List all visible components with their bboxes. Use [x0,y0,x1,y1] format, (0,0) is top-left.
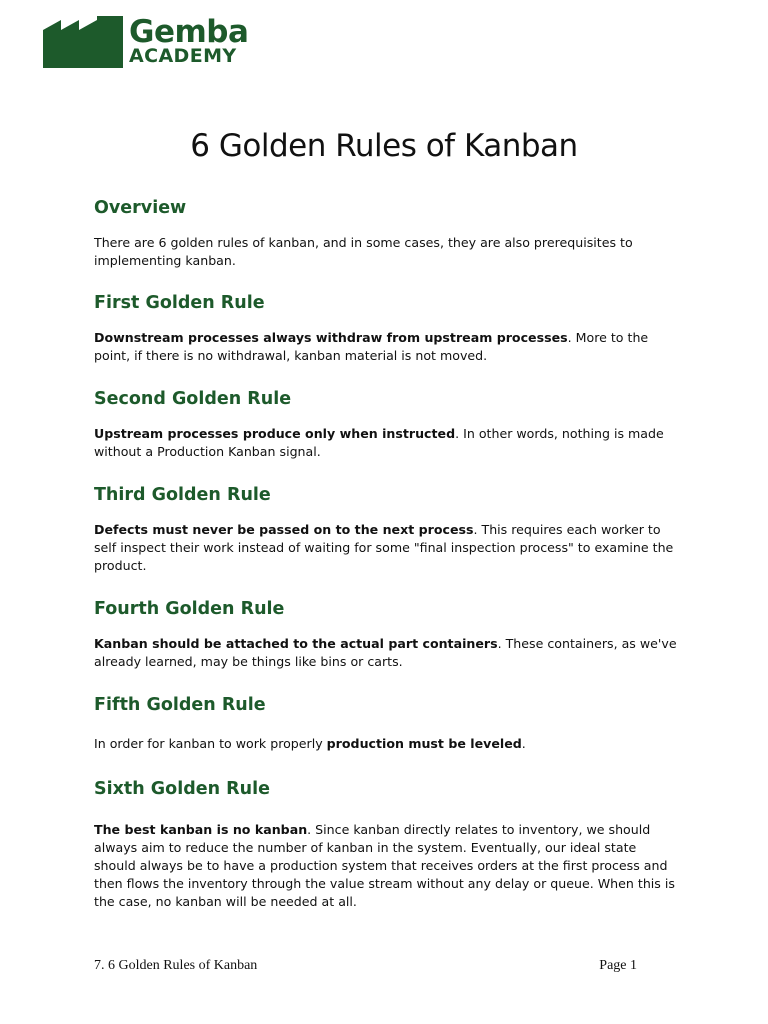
section-heading: Fifth Golden Rule [94,695,266,715]
rule-statement: Defects must never be passed on to the next process [94,522,474,537]
section-text: . More to the point, if there is no withdrawal, kanban material is not moved. [94,330,649,363]
section-heading: Third Golden Rule [94,485,271,505]
section-text: . In other words, nothing is made without a Production Kanban signal. [94,426,664,459]
page-title: 6 Golden Rules of Kanban [190,128,578,164]
footer-doc-title: 7. 6 Golden Rules of Kanban [94,958,258,973]
page-footer [94,958,637,974]
section-text-pre: In order for kanban to work properly [94,736,327,751]
gemba-academy-logo [43,16,255,70]
rule-statement: The best kanban is no kanban [94,822,308,837]
section-text: . This requires each worker to self inspect their work instead of waiting for some "final inspection process" to examine the product. [94,522,674,573]
section-paragraph [94,735,679,753]
section-text: There are 6 golden rules of kanban, and in some cases, they are also prerequisites to implementing kanban. [94,235,633,268]
section-fourth-rule [94,597,679,671]
section-text: . These containers, as we've already learned, may be things like bins or carts. [94,636,677,669]
section-fifth-rule [94,693,679,753]
section-heading: Fourth Golden Rule [94,599,285,619]
rule-statement: Downstream processes always withdraw from upstream processes [94,330,568,345]
section-heading: Second Golden Rule [94,389,292,409]
section-paragraph [94,234,679,270]
rule-statement: Upstream processes produce only when instructed [94,426,456,441]
section-heading: First Golden Rule [94,293,265,313]
section-paragraph [94,821,679,911]
rule-statement: production must be leveled [326,736,522,751]
section-text: . Since kanban directly relates to inventory, we should always aim to reduce the number of kanban in the system. Eventually, our ideal state should always be to have a production system that receives orders at the first process and then flows the inventory through the value stream without any delay or queue. When this is the case, no kanban will be needed at all. [94,822,675,909]
section-second-rule [94,387,679,461]
section-heading: Sixth Golden Rule [94,779,270,799]
footer-page-number: Page 1 [599,958,637,973]
rule-statement: Kanban should be attached to the actual part containers [94,636,498,651]
section-sixth-rule [94,777,679,911]
section-text: . [521,736,526,751]
section-third-rule [94,483,679,575]
section-paragraph [94,521,679,575]
section-paragraph [94,635,679,671]
section-paragraph [94,329,679,365]
section-paragraph [94,425,679,461]
factory-icon [43,16,123,68]
logo-sub-text: ACADEMY [129,45,237,67]
section-first-rule [94,291,679,365]
logo-brand-text: Gemba [129,14,249,50]
section-overview [94,196,679,270]
section-heading: Overview [94,198,187,218]
